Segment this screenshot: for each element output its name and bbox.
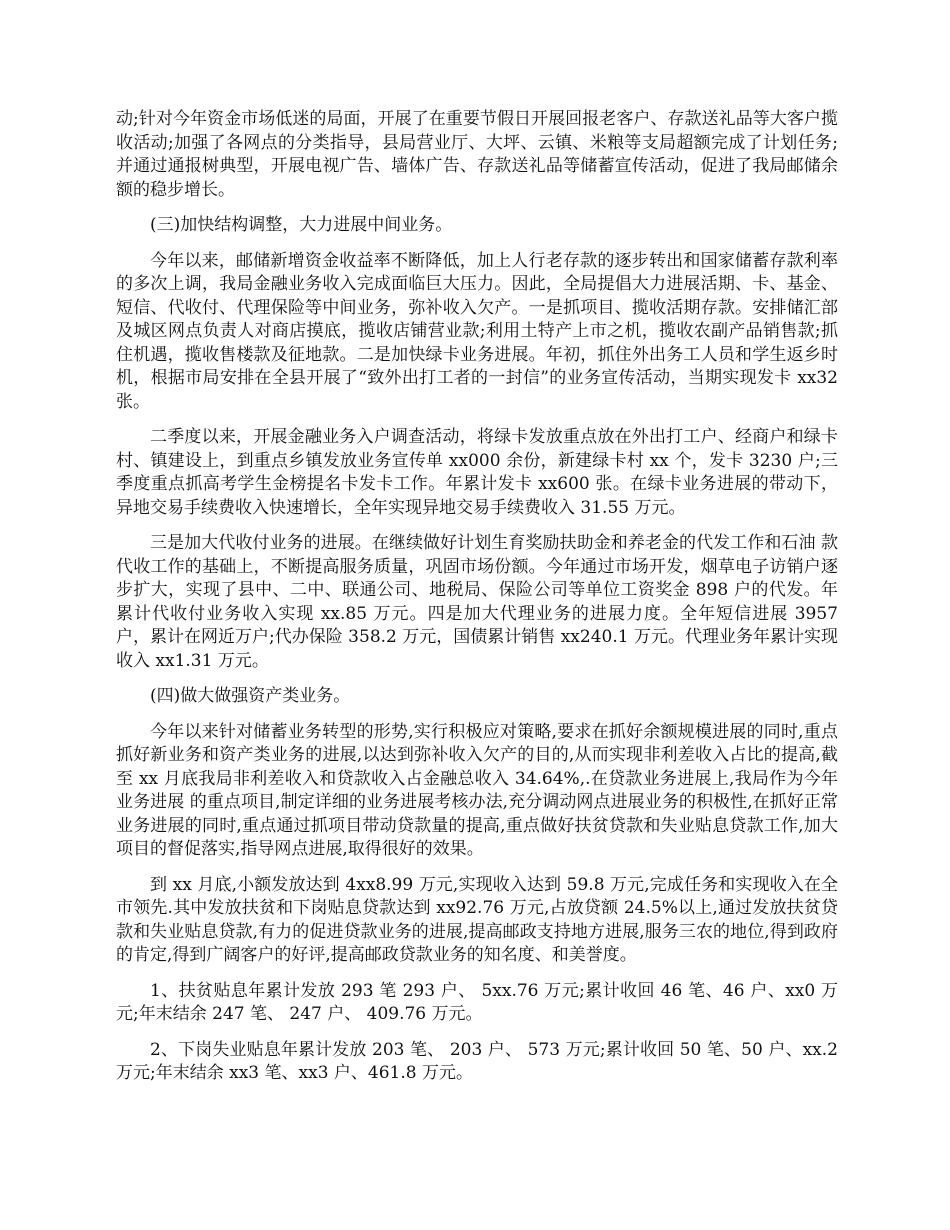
paragraph-collection-payment: 三是加大代收付业务的进展。在继续做好计划生育奖励扶助金和养老金的代发工作和石油 款代收工作的基础上，不断提高服务质量，巩固市场份额。今年通过市场开发，烟草电子访销户逐步扩大，实现了县中、二中、联通公司、地税局、保险公司等单位工资奖金 898 户的代发。年累计代收付业务收入实现 xx.85 万元。四是加大代理业务的进展力度。全年短信进展 3957 户，累计在网近万户;代办保险 358.2 万元，国债累计销售 xx240.1 万元。代理业务年累计实现收入 xx1.31 万元。	[116, 533, 838, 671]
section-heading-4: (四)做大做强资产类业务。	[150, 686, 351, 706]
paragraph-loan-results: 到 xx 月底,小额发放达到 4xx8.99 万元,实现收入达到 59.8 万元,完成任务和实现收入在全市领先.其中发放扶贫和下岗贴息贷款达到 xx92.76 万元,占放贷额 24.5%以上,通过发放扶贫贷款和失业贴息贷款,有力的促进贷款业务的进展,提高邮政支持地方进展,服务三农的地位,得到政府的肯定,得到广阔客户的好评,提高邮政贷款业务的知名度、和美誉度。	[116, 874, 838, 965]
section-heading-3: (三)加快结构调整，大力进展中间业务。	[150, 215, 453, 235]
paragraph-asset-business: 今年以来针对储蓄业务转型的形势,实行积极应对策略,要求在抓好余额规模进展的同时,重点抓好新业务和资产类业务的进展,以达到弥补收入欠产的目的,从而实现非利差收入占比的提高,截至 xx 月底我局非利差收入和贷款收入占金融总收入 34.64%,.在贷款业务进展上,我局作为今年业务进展 的重点项目,制定详细的业务进展考核办法,充分调动网点进展业务的积极性,在抓好正常业务进展的同时,重点通过抓项目带动贷款量的提高,重点做好扶贫贷款和失业贴息贷款工作,加大项目的督促落实,指导网点进展,取得很好的效果。	[116, 721, 838, 859]
paragraph-unemployment-loans: 2、下岗失业贴息年累计发放 203 笔、 203 户、 573 万元;累计收回 50 笔、50 户、xx.2 万元;年末结余 xx3 笔、xx3 户、461.8 万元。	[116, 1039, 838, 1083]
paragraph-continued-savings: 动;针对今年资金市场低迷的局面，开展了在重要节假日开展回报老客户、存款送礼品等大客户揽收活动;加强了各网点的分类指导，县局营业厅、大坪、云镇、米粮等支局超额完成了计划任务;并通过通报树典型，开展电视广告、墙体广告、存款送礼品等储蓄宣传活动，促进了我局邮储余额的稳步增长。	[116, 109, 838, 200]
paragraph-poverty-loans: 1、扶贫贴息年累计发放 293 笔 293 户、 5xx.76 万元;累计收回 46 笔、46 户、xx0 万元;年末结余 247 笔、 247 户、 409.76 万元。	[116, 980, 838, 1024]
paragraph-green-card: 二季度以来，开展金融业务入户调查活动，将绿卡发放重点放在外出打工户、经商户和绿卡村、镇建设上，到重点乡镇发放业务宣传单 xx000 余份，新建绿卡村 xx 个，发卡 3230 户;三季度重点抓高考学生金榜提名卡发卡工作。年累计发卡 xx600 张。在绿卡业务进展的带动下，异地交易手续费收入快速增长，全年实现异地交易手续费收入 31.55 万元。	[116, 427, 838, 518]
document-page	[116, 108, 838, 1098]
paragraph-intermediate-business: 今年以来，邮储新增资金收益率不断降低，加上人行老存款的逐步转出和国家储蓄存款利率的多次上调，我局金融业务收入完成面临巨大压力。因此，全局提倡大力进展活期、卡、基金、短信、代收付、代理保险等中间业务，弥补收入欠产。一是抓项目、揽收活期存款。安排储汇部及城区网点负责人对商店摸底，揽收店铺营业款;利用土特产上市之机，揽收农副产品销售款;抓住机遇，揽收售楼款及征地款。二是加快绿卡业务进展。年初，抓住外出务工人员和学生返乡时机，根据市局安排在全县开展了“致外出打工者的一封信”的业务宣传活动，当期实现发卡 xx32 张。	[116, 250, 838, 412]
